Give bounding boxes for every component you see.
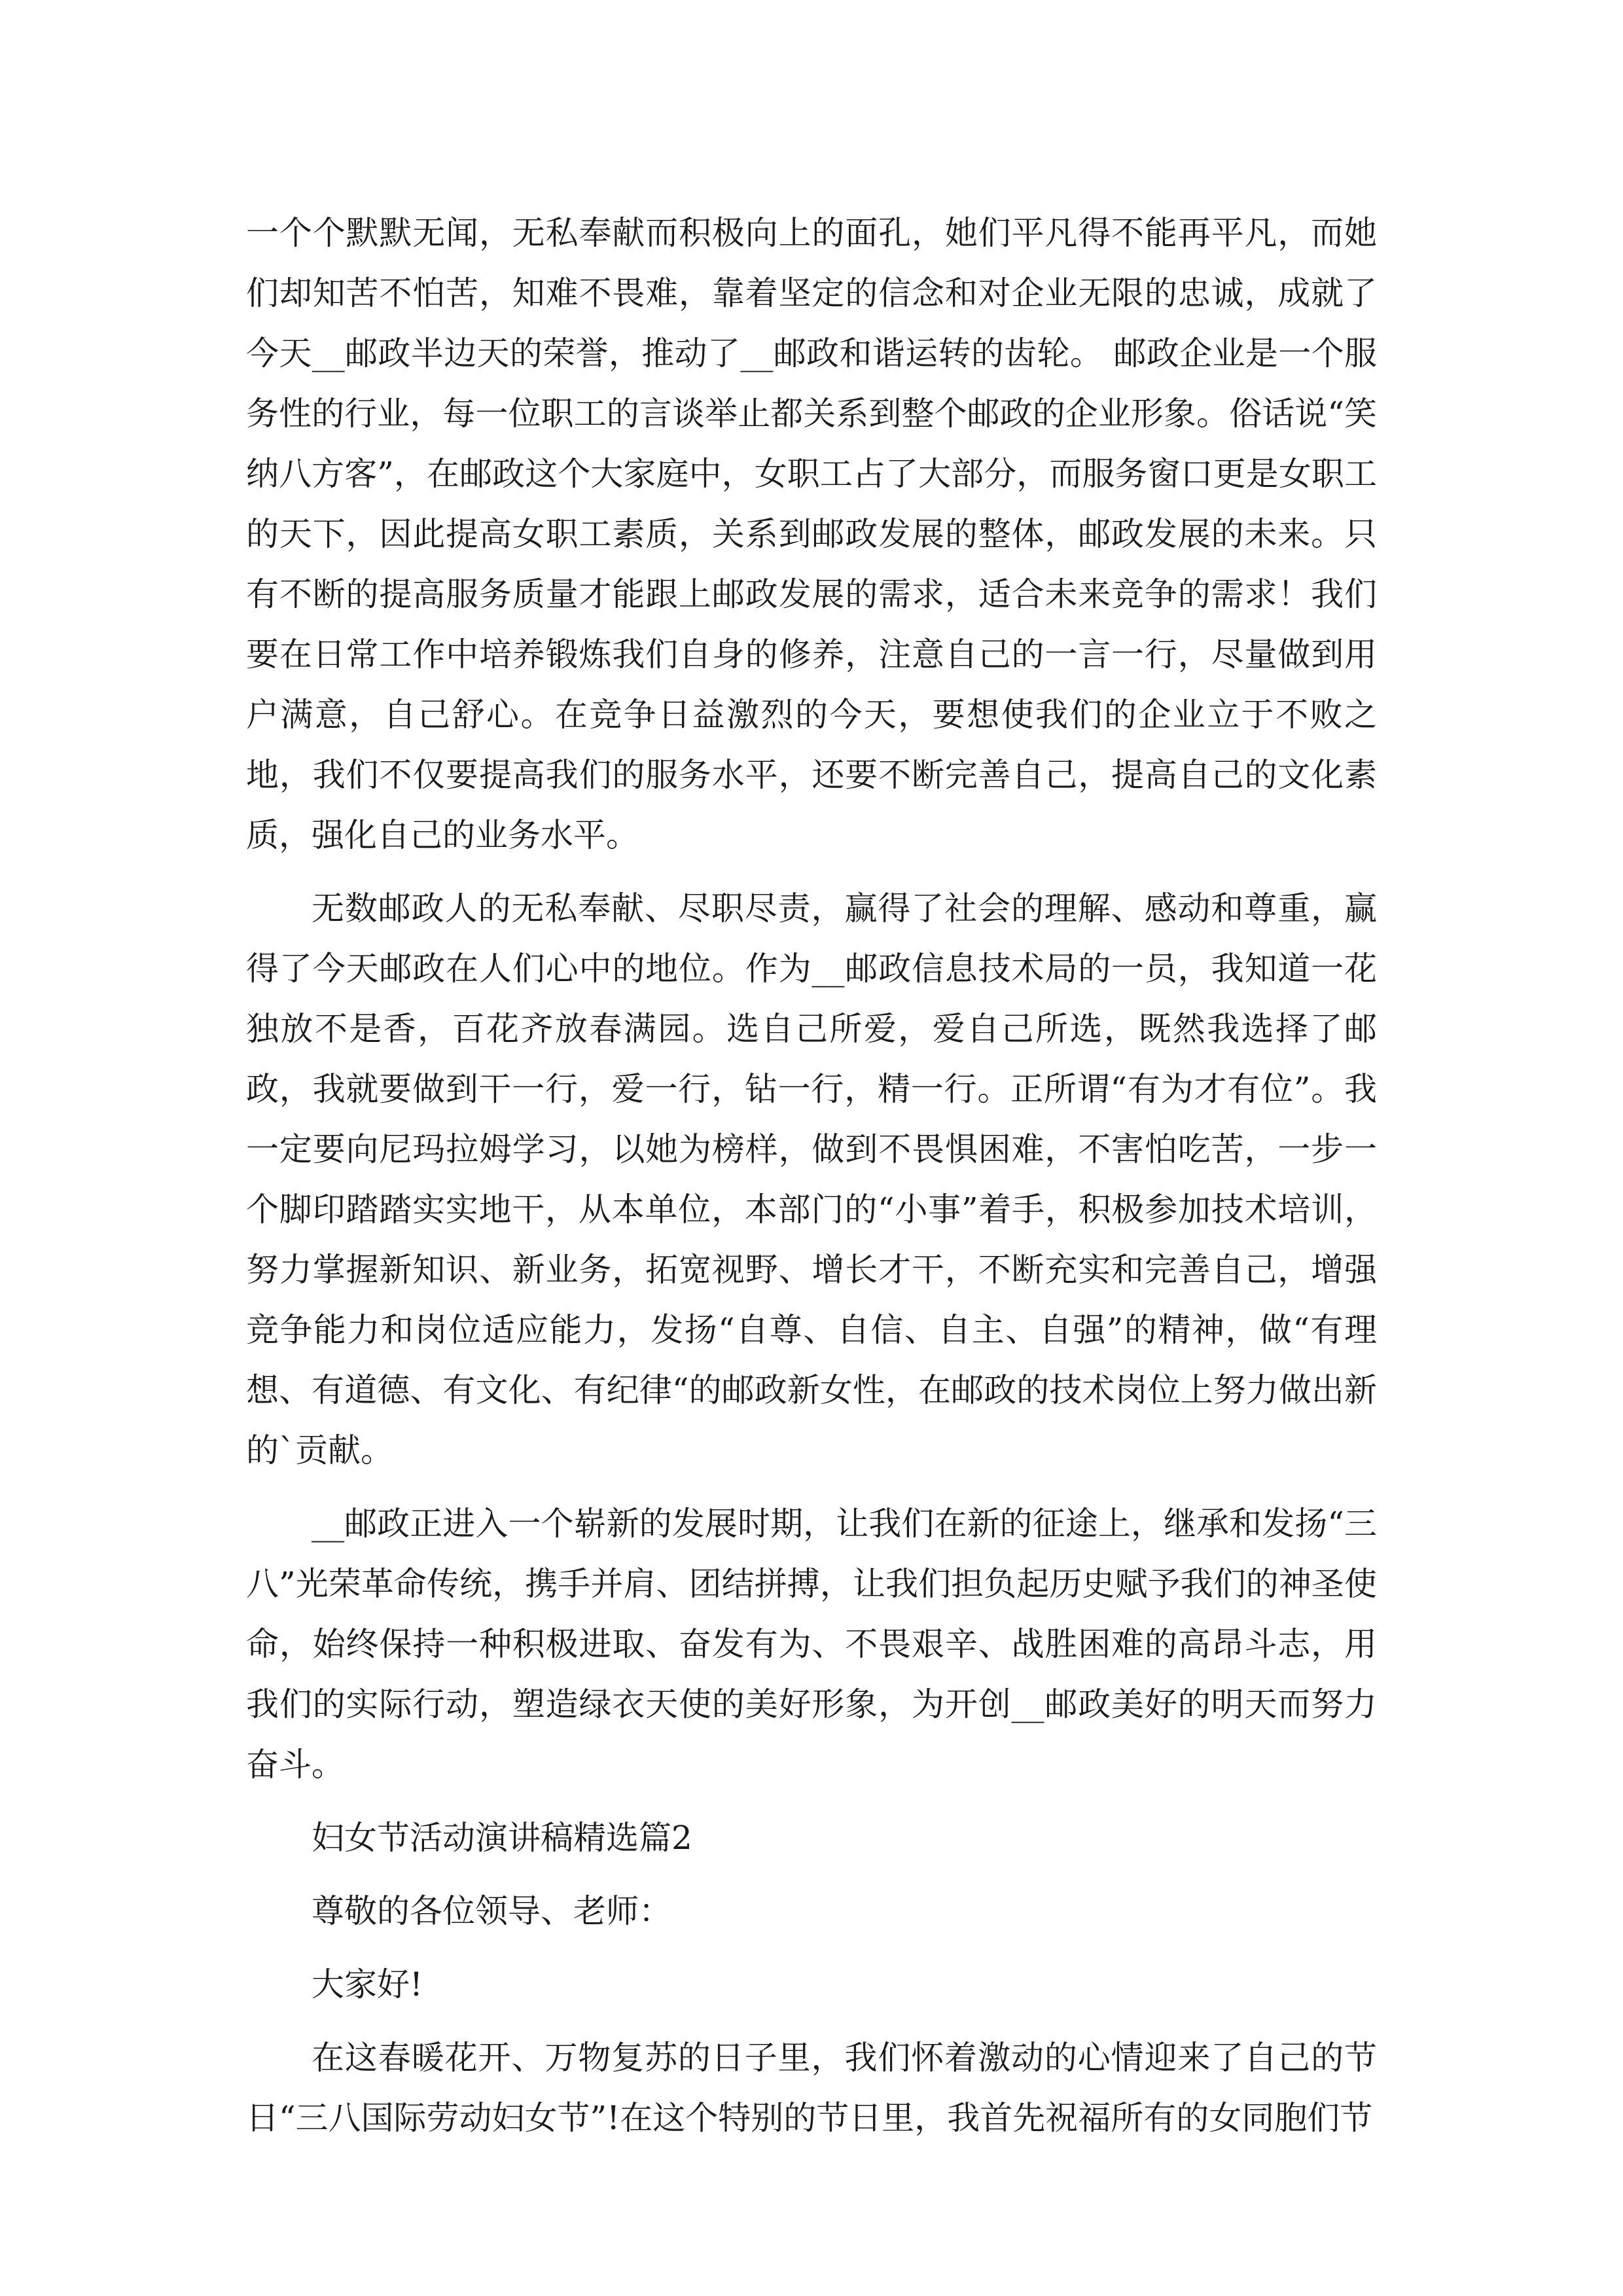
paragraph-4: 在这春暖花开、万物复苏的日子里，我们怀着激动的心情迎来了自己的节日“三八国际劳动妇女节”!在这个特别的节日里，我首先祝福所有的女同胞们节 xyxy=(246,2039,1377,2137)
paragraph-1: 一个个默默无闻，无私奉献而积极向上的面孔，她们平凡得不能再平凡，而她们却知苦不怕苦，知难不畏难，靠着坚定的信念和对企业无限的忠诚，成就了今天__邮政半边天的荣誉，推动了__邮政和谐运转的齿轮。 邮政企业是一个服务性的行业，每一位职工的言谈举止都关系到整个邮政的企业形象。俗话说“笑纳八方客”，在邮政这个大家庭中，女职工占了大部分，而服务窗口更是女职工的天下，因此提高女职工素质，关系到邮政发展的整体，邮政发展的未来。只有不断的提高服务质量才能跟上邮政发展的需求，适合未来竞争的需求！我们要在日常工作中培养锻炼我们自身的修养，注意自己的一言一行，尽量做到用户满意，自己舒心。在竞争日益激烈的今天，要想使我们的企业立于不败之地，我们不仅要提高我们的服务水平，还要不断完善自己，提高自己的文化素质，强化自己的业务水平。 xyxy=(246,214,1377,854)
salutation: 尊敬的各位领导、老师： xyxy=(312,1892,671,1930)
greeting: 大家好! xyxy=(312,1965,423,2003)
document-body xyxy=(246,203,1377,2148)
section-heading: 妇女节活动演讲稿精选篇2 xyxy=(312,1819,692,1857)
paragraph-2: 无数邮政人的无私奉献、尽职尽责，赢得了社会的理解、感动和尊重，赢得了今天邮政在人们心中的地位。作为__邮政信息技术局的一员，我知道一花独放不是香，百花齐放春满园。选自己所爱，爱自己所选，既然我选择了邮政，我就要做到干一行，爱一行，钻一行，精一行。正所谓“有为才有位”。我一定要向尼玛拉姆学习，以她为榜样，做到不畏惧困难，不害怕吃苦，一步一个脚印踏踏实实地干，从本单位，本部门的“小事”着手，积极参加技术培训，努力掌握新知识、新业务，拓宽视野、增长才干，不断充实和完善自己，增强竞争能力和岗位适应能力，发扬“自尊、自信、自主、自强”的精神，做“有理想、有道德、有文化、有纪律“的邮政新女性，在邮政的技术岗位上努力做出新的`贡献。 xyxy=(246,889,1377,1469)
paragraph-3: __邮政正进入一个崭新的发展时期，让我们在新的征途上，继承和发扬“三八”光荣革命传统，携手并肩、团结拼搏，让我们担负起历史赋予我们的神圣使命，始终保持一种积极进取、奋发有为、不畏艰辛、战胜困难的高昂斗志，用我们的实际行动，塑造绿衣天使的美好形象，为开创__邮政美好的明天而努力奋斗。 xyxy=(246,1505,1377,1784)
